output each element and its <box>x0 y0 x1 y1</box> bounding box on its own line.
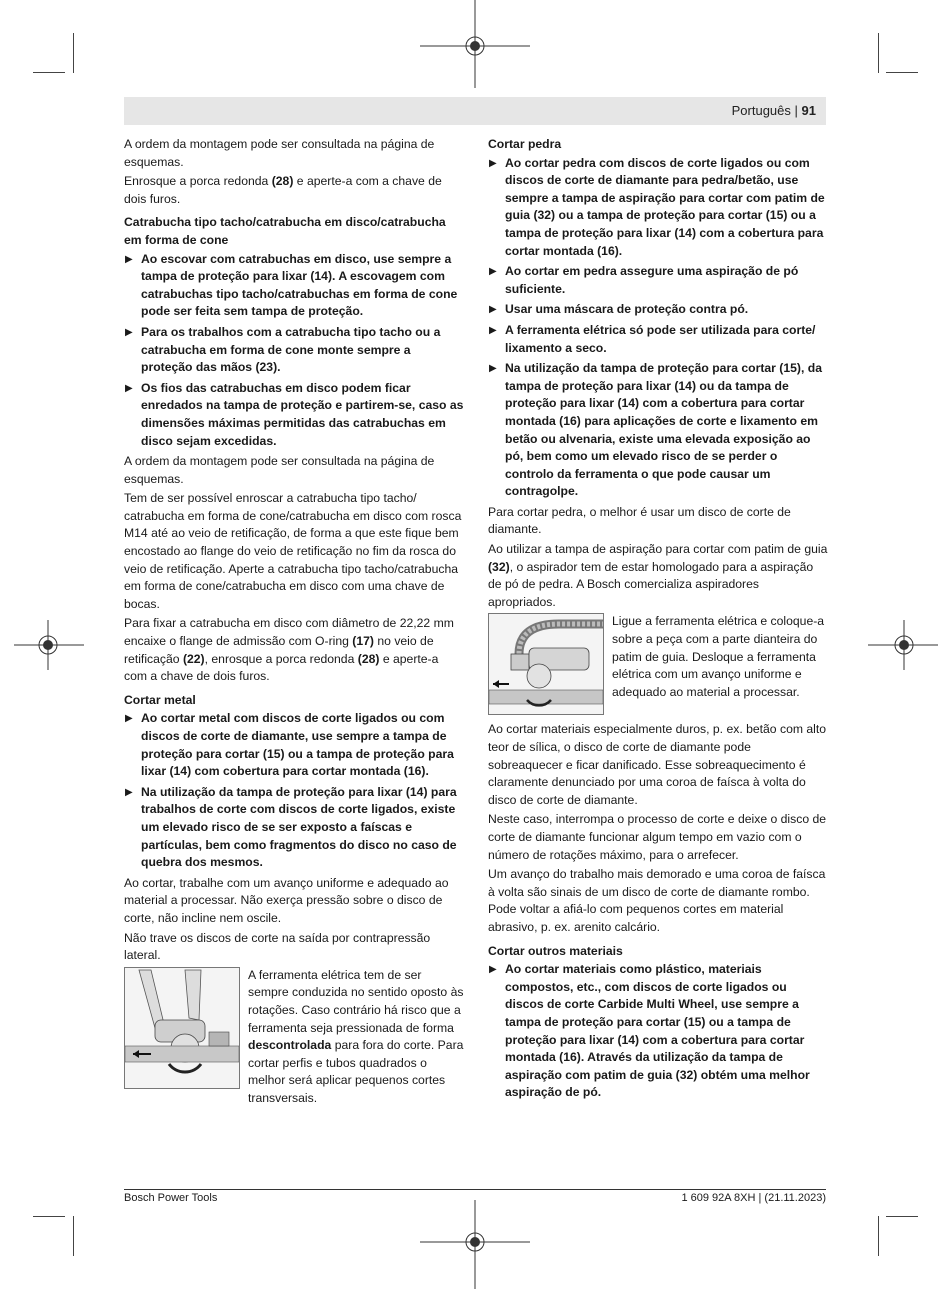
bullet-item: ▶ Ao escovar com catrabuchas em disco, use sempre a tampa de proteção para lixar (14). A escovagem com catrabuchas tipo tacho/catrabuchas em forma de cone pode ser feita sem tampa de proteção. <box>125 251 458 319</box>
metal-cutting-illustration <box>124 967 240 1089</box>
registration-top-icon <box>420 0 530 90</box>
figure-metal-cutting <box>124 967 464 1110</box>
header-separator: | <box>794 103 798 118</box>
bullet-item: ▶ Os fios das catrabuchas em disco podem ficar enredados na tampa de proteção e partirem-se, caso as dimensões máximas permitidas das catrabuchas em disco sejam excedidas. <box>125 380 464 448</box>
triangle-right-icon: ▶ <box>125 382 133 394</box>
figure-caption: Ligue a ferramenta elétrica e coloque-a sobre a peça com a parte dianteira do patim de guia. Desloque a ferramenta elétrica com um avanço uniforme e adequado ao material a processar. <box>612 614 825 699</box>
crop-mark <box>33 72 65 73</box>
bullet-item: ▶ A ferramenta elétrica só pode ser utilizada para corte/ lixamento a seco. <box>489 322 816 355</box>
paragraph: Um avanço do trabalho mais demorado e uma coroa de faísca à volta são sinais de um disco de corte de diamante rombo. Pode voltar a afiá-lo com pequenos cortes em material abrasivo, p. ex. arenito calcário. <box>488 867 826 934</box>
bullet-item: ▶ Para os trabalhos com a catrabucha tipo tacho ou a catrabucha em forma de cone monte sempre a proteção das mãos (23). <box>125 324 441 375</box>
triangle-right-icon: ▶ <box>125 326 133 338</box>
bullet-item: ▶ Ao cortar em pedra assegure uma aspiração de pó suficiente. <box>489 264 799 296</box>
registration-bottom-icon <box>420 1200 530 1289</box>
section-heading-stone: Cortar pedra <box>488 137 562 151</box>
page-header <box>124 97 826 125</box>
triangle-right-icon: ▶ <box>489 157 497 169</box>
bullet-item: ▶ Ao cortar pedra com discos de corte ligados ou com discos de corte de diamante para pedra/betão, use sempre a tampa de aspiração para cortar com patim de guia (32) ou a tampa de proteção para cortar (15) ou a tampa de proteção para lixar (14) com a cobertura para cortar montada (16). <box>489 155 825 258</box>
crop-mark <box>886 72 918 73</box>
triangle-right-icon: ▶ <box>125 253 133 265</box>
registration-right-icon <box>868 620 938 670</box>
bullet-item: ▶ Usar uma máscara de proteção contra pó. <box>488 301 828 319</box>
paragraph: Não trave os discos de corte na saída por contrapressão lateral. <box>124 930 431 963</box>
paragraph: Para fixar a catrabucha em disco com diâmetro de 22,22 mm encaixe o flange de admissão com O-ring (17) no veio de retificação (22), enrosque a porca redonda (28) e aperte-a com a chave de dois furos. <box>124 616 454 684</box>
crop-mark <box>878 1216 879 1256</box>
footer-rule <box>124 1189 826 1190</box>
section-heading-brushes: Catrabucha tipo tacho/catrabucha em disco/catrabucha em forma de cone <box>124 215 446 247</box>
paragraph: Enrosque a porca redonda (28) e aperte-a com a chave de dois furos. <box>124 174 442 206</box>
crop-mark <box>73 33 74 73</box>
bullet-item: ▶ Na utilização da tampa de proteção para cortar (15), da tampa de proteção para lixar (14) ou da tampa de proteção para lixar (14) com a cobertura para cortar montada (16) para aplicações de corte e lixamento em betão ou alvenaria, existe uma elevada exposição ao pó, bem como um elevado risco de se perder o controlo da ferramenta o que pode causar um contragolpe. <box>489 361 822 499</box>
triangle-right-icon: ▶ <box>125 713 133 725</box>
paragraph: Tem de ser possível enroscar a catrabucha tipo tacho/ catrabucha em forma de cone/catrabucha em disco com rosca M14 até ao veio de retificação, de forma a que este fique bem encostado ao flange do veio de retificação no fim da rosca do veio de retificação. Aperte a catrabucha tipo tacho/catrabucha em forma de cone/catrabucha em disco com uma chave de bocas. <box>124 491 462 611</box>
page-header-text <box>732 103 816 118</box>
triangle-right-icon: ▶ <box>489 363 497 375</box>
triangle-right-icon: ▶ <box>125 786 133 798</box>
crop-mark <box>886 1216 918 1217</box>
registration-left-icon <box>14 620 84 670</box>
footer-doc-id: 1 609 92A 8XH | (21.11.2023) <box>681 1192 826 1204</box>
header-language: Português <box>731 103 791 118</box>
page-number: 91 <box>801 103 816 118</box>
paragraph: A ordem da montagem pode ser consultada na página de esquemas. <box>124 137 435 169</box>
figure-caption: A ferramenta elétrica tem de ser sempre conduzida no sentido oposto às rotações. Caso contrário há risco que a ferramenta seja pressionada de forma descontrolada para fora do corte. Para cortar perfis e tubos quadrados o melhor será aplicar pequenos cortes transversais. <box>248 967 464 1105</box>
crop-mark <box>33 1216 65 1217</box>
figure-stone-cutting <box>488 613 828 715</box>
triangle-right-icon: ▶ <box>489 964 497 976</box>
paragraph: Ao utilizar a tampa de aspiração para cortar com patim de guia (32), o aspirador tem de estar homologado para a aspiração de pó de pedra. A Bosch comercializa aspiradores apropriados. <box>488 542 828 609</box>
triangle-right-icon: ▶ <box>489 266 497 278</box>
triangle-right-icon: ▶ <box>489 324 497 336</box>
paragraph: Ao cortar, trabalhe com um avanço uniforme e adequado ao material a processar. Não exerça pressão sobre o disco de corte, não incline nem oscile. <box>124 875 449 925</box>
bullet-item: ▶ Ao cortar metal com discos de corte ligados ou com discos de corte de diamante, use sempre a tampa de proteção para cortar (15) ou a tampa de proteção para lixar (14) com cobertura para cortar montada (16). <box>125 711 454 779</box>
paragraph: Neste caso, interrompa o processo de corte e deixe o disco de corte de diamante funcionar algum tempo em vazio com o número de rotações máximo, para o arrefecer. <box>488 812 827 862</box>
section-heading-metal: Cortar metal <box>124 692 196 707</box>
right-column <box>488 136 828 1105</box>
section-heading-other-materials: Cortar outros materiais <box>488 943 623 958</box>
paragraph: Ao cortar materiais especialmente duros, p. ex. betão com alto teor de sílica, o disco de corte de diamante pode sobreaquecer e ficar danificado. Esse sobreaquecimento é claramente denunciado por uma coroa de faísca à volta do disco de corte de diamante. <box>488 722 827 807</box>
stone-cutting-illustration <box>488 613 604 715</box>
left-column <box>124 136 464 1115</box>
triangle-right-icon: ▶ <box>489 304 497 316</box>
crop-mark <box>73 1216 74 1256</box>
paragraph: Para cortar pedra, o melhor é usar um disco de corte de diamante. <box>488 504 791 537</box>
paragraph: A ordem da montagem pode ser consultada na página de esquemas. <box>124 454 435 486</box>
crop-mark <box>878 33 879 73</box>
bullet-item: ▶ Ao cortar materiais como plástico, materiais compostos, etc., com discos de corte ligados ou discos de corte Carbide Multi Wheel, use sempre a tampa de proteção para cortar (15) ou a tampa de proteção para lixar (14) com a cobertura para cortar montada (16). Através da utilização da tampa de aspiração com patim de guia (32) obtém uma melhor aspiração de pó. <box>489 962 810 1100</box>
bullet-item: ▶ Na utilização da tampa de proteção para lixar (14) para trabalhos de corte com discos de corte ligados, existe um elevado risco de se ser exposto a faíscas e partículas, bem como fragmentos do disco no caso de quebra dos mesmos. <box>125 784 457 870</box>
footer-brand: Bosch Power Tools <box>124 1192 218 1204</box>
